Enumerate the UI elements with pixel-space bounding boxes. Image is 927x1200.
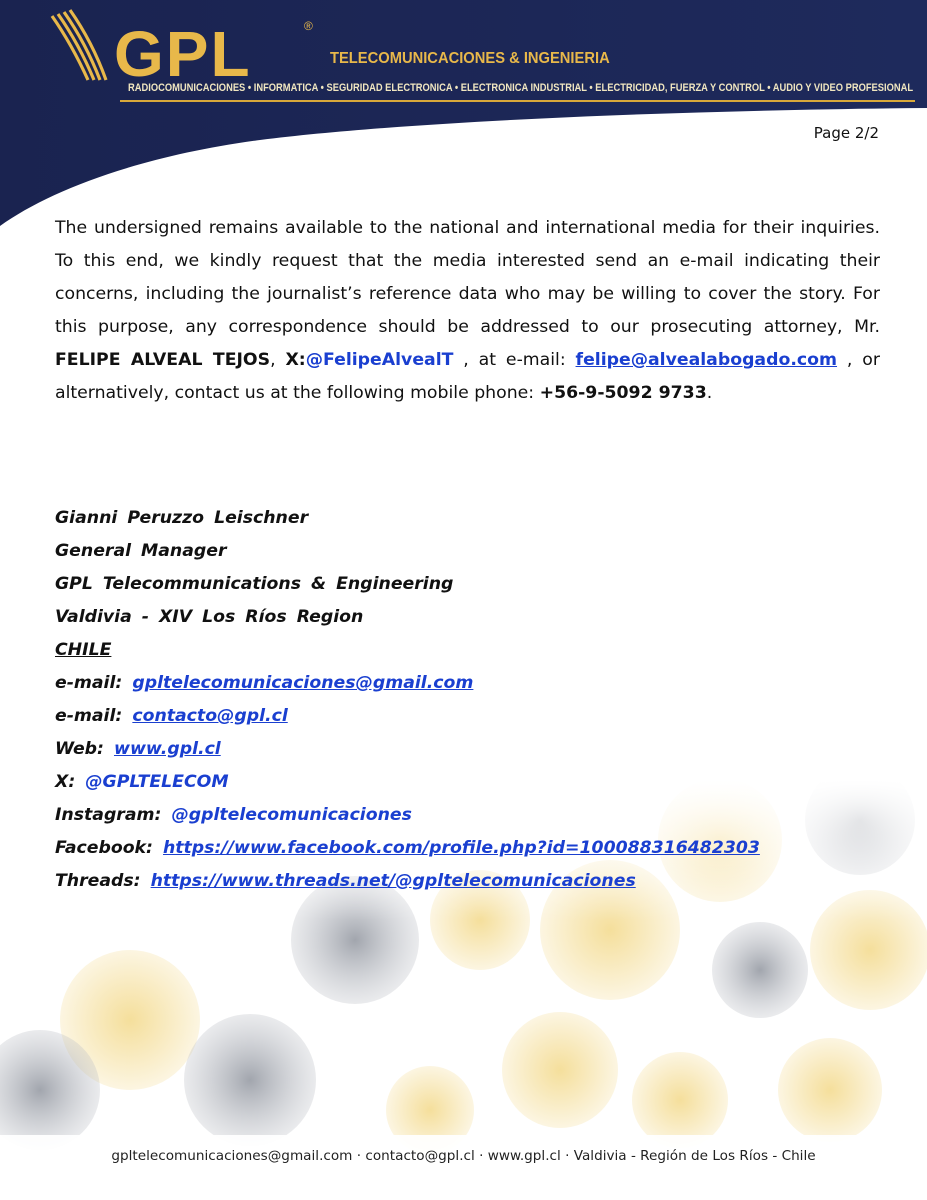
web-link[interactable]: www.gpl.cl: [113, 739, 221, 759]
threads-label: Threads:: [55, 871, 151, 891]
x-label-sig: X:: [55, 772, 86, 792]
body-comma: ,: [270, 350, 276, 370]
signer-company: GPL Telecommunications & Engineering: [55, 574, 454, 594]
attorney-x-handle[interactable]: @FelipeAlvealT: [305, 350, 454, 370]
facebook-link[interactable]: https://www.facebook.com/profile.php?id=100088316482303: [162, 838, 760, 858]
body-text-3: , or alternatively, contact us at the following mobile phone:: [55, 350, 880, 403]
email1-link[interactable]: gpltelecomunicaciones@gmail.com: [132, 673, 474, 693]
attorney-name: FELIPE ALVEAL TEJOS: [55, 350, 271, 370]
email2-link[interactable]: contacto@gpl.cl: [132, 706, 288, 726]
x-handle-sig[interactable]: @GPLTELECOM: [85, 772, 229, 792]
signer-name: Gianni Peruzzo Leischner: [55, 508, 309, 528]
threads-line: [55, 865, 760, 898]
email2-label: e-mail:: [55, 706, 133, 726]
signature-block: [55, 502, 760, 898]
email-line-2: [55, 700, 760, 733]
phone-number: +56-9-5092 9733: [539, 383, 707, 403]
company-tagline: TELECOMUNICACIONES & INGENIERIA: [330, 50, 610, 67]
signer-country: CHILE: [55, 640, 112, 660]
logo-text: GPL: [114, 18, 252, 88]
attorney-email-link[interactable]: felipe@alvealabogado.com: [575, 350, 838, 370]
registered-mark: ®: [304, 19, 313, 33]
email1-label: e-mail:: [55, 673, 133, 693]
facebook-label: Facebook:: [55, 838, 163, 858]
body-text-2: , at e-mail:: [453, 350, 576, 370]
signer-title: General Manager: [55, 541, 227, 561]
x-line: [55, 766, 760, 799]
services-list: RADIOCOMUNICACIONES • INFORMATICA • SEGURIDAD ELECTRONICA • ELECTRONICA INDUSTRIAL • ELECTRICIDAD, FUERZA Y CONTROL • AUDIO Y VIDEO PROFESIONAL: [128, 82, 914, 94]
x-label: X:: [285, 350, 306, 370]
page-number: Page 2/2: [813, 124, 879, 142]
gpl-logo: [48, 8, 338, 88]
instagram-handle[interactable]: @gpltelecomunicaciones: [171, 805, 412, 825]
instagram-line: [55, 799, 760, 832]
web-line: [55, 733, 760, 766]
email-line-1: [55, 667, 760, 700]
facebook-line: [55, 832, 760, 865]
signer-location: Valdivia - XIV Los Ríos Region: [55, 607, 364, 627]
body-paragraph: [55, 212, 880, 410]
web-label: Web:: [55, 739, 114, 759]
instagram-label: Instagram:: [55, 805, 172, 825]
body-period: .: [706, 383, 713, 403]
threads-link[interactable]: https://www.threads.net/@gpltelecomunicaciones: [150, 871, 636, 891]
page-footer: gpltelecomunicaciones@gmail.com · contacto@gpl.cl · www.gpl.cl · Valdivia - Región de Los Ríos - Chile: [111, 1148, 816, 1164]
header-divider: [120, 100, 915, 102]
body-text-1: The undersigned remains available to the national and international media for their inquiries. To this end, we kindly request that the media interested send an e-mail indicating their concerns, including the journalist’s reference data who may be willing to cover the story. For this purpose, any correspondence should be addressed to our prosecuting attorney, Mr.: [55, 218, 880, 337]
